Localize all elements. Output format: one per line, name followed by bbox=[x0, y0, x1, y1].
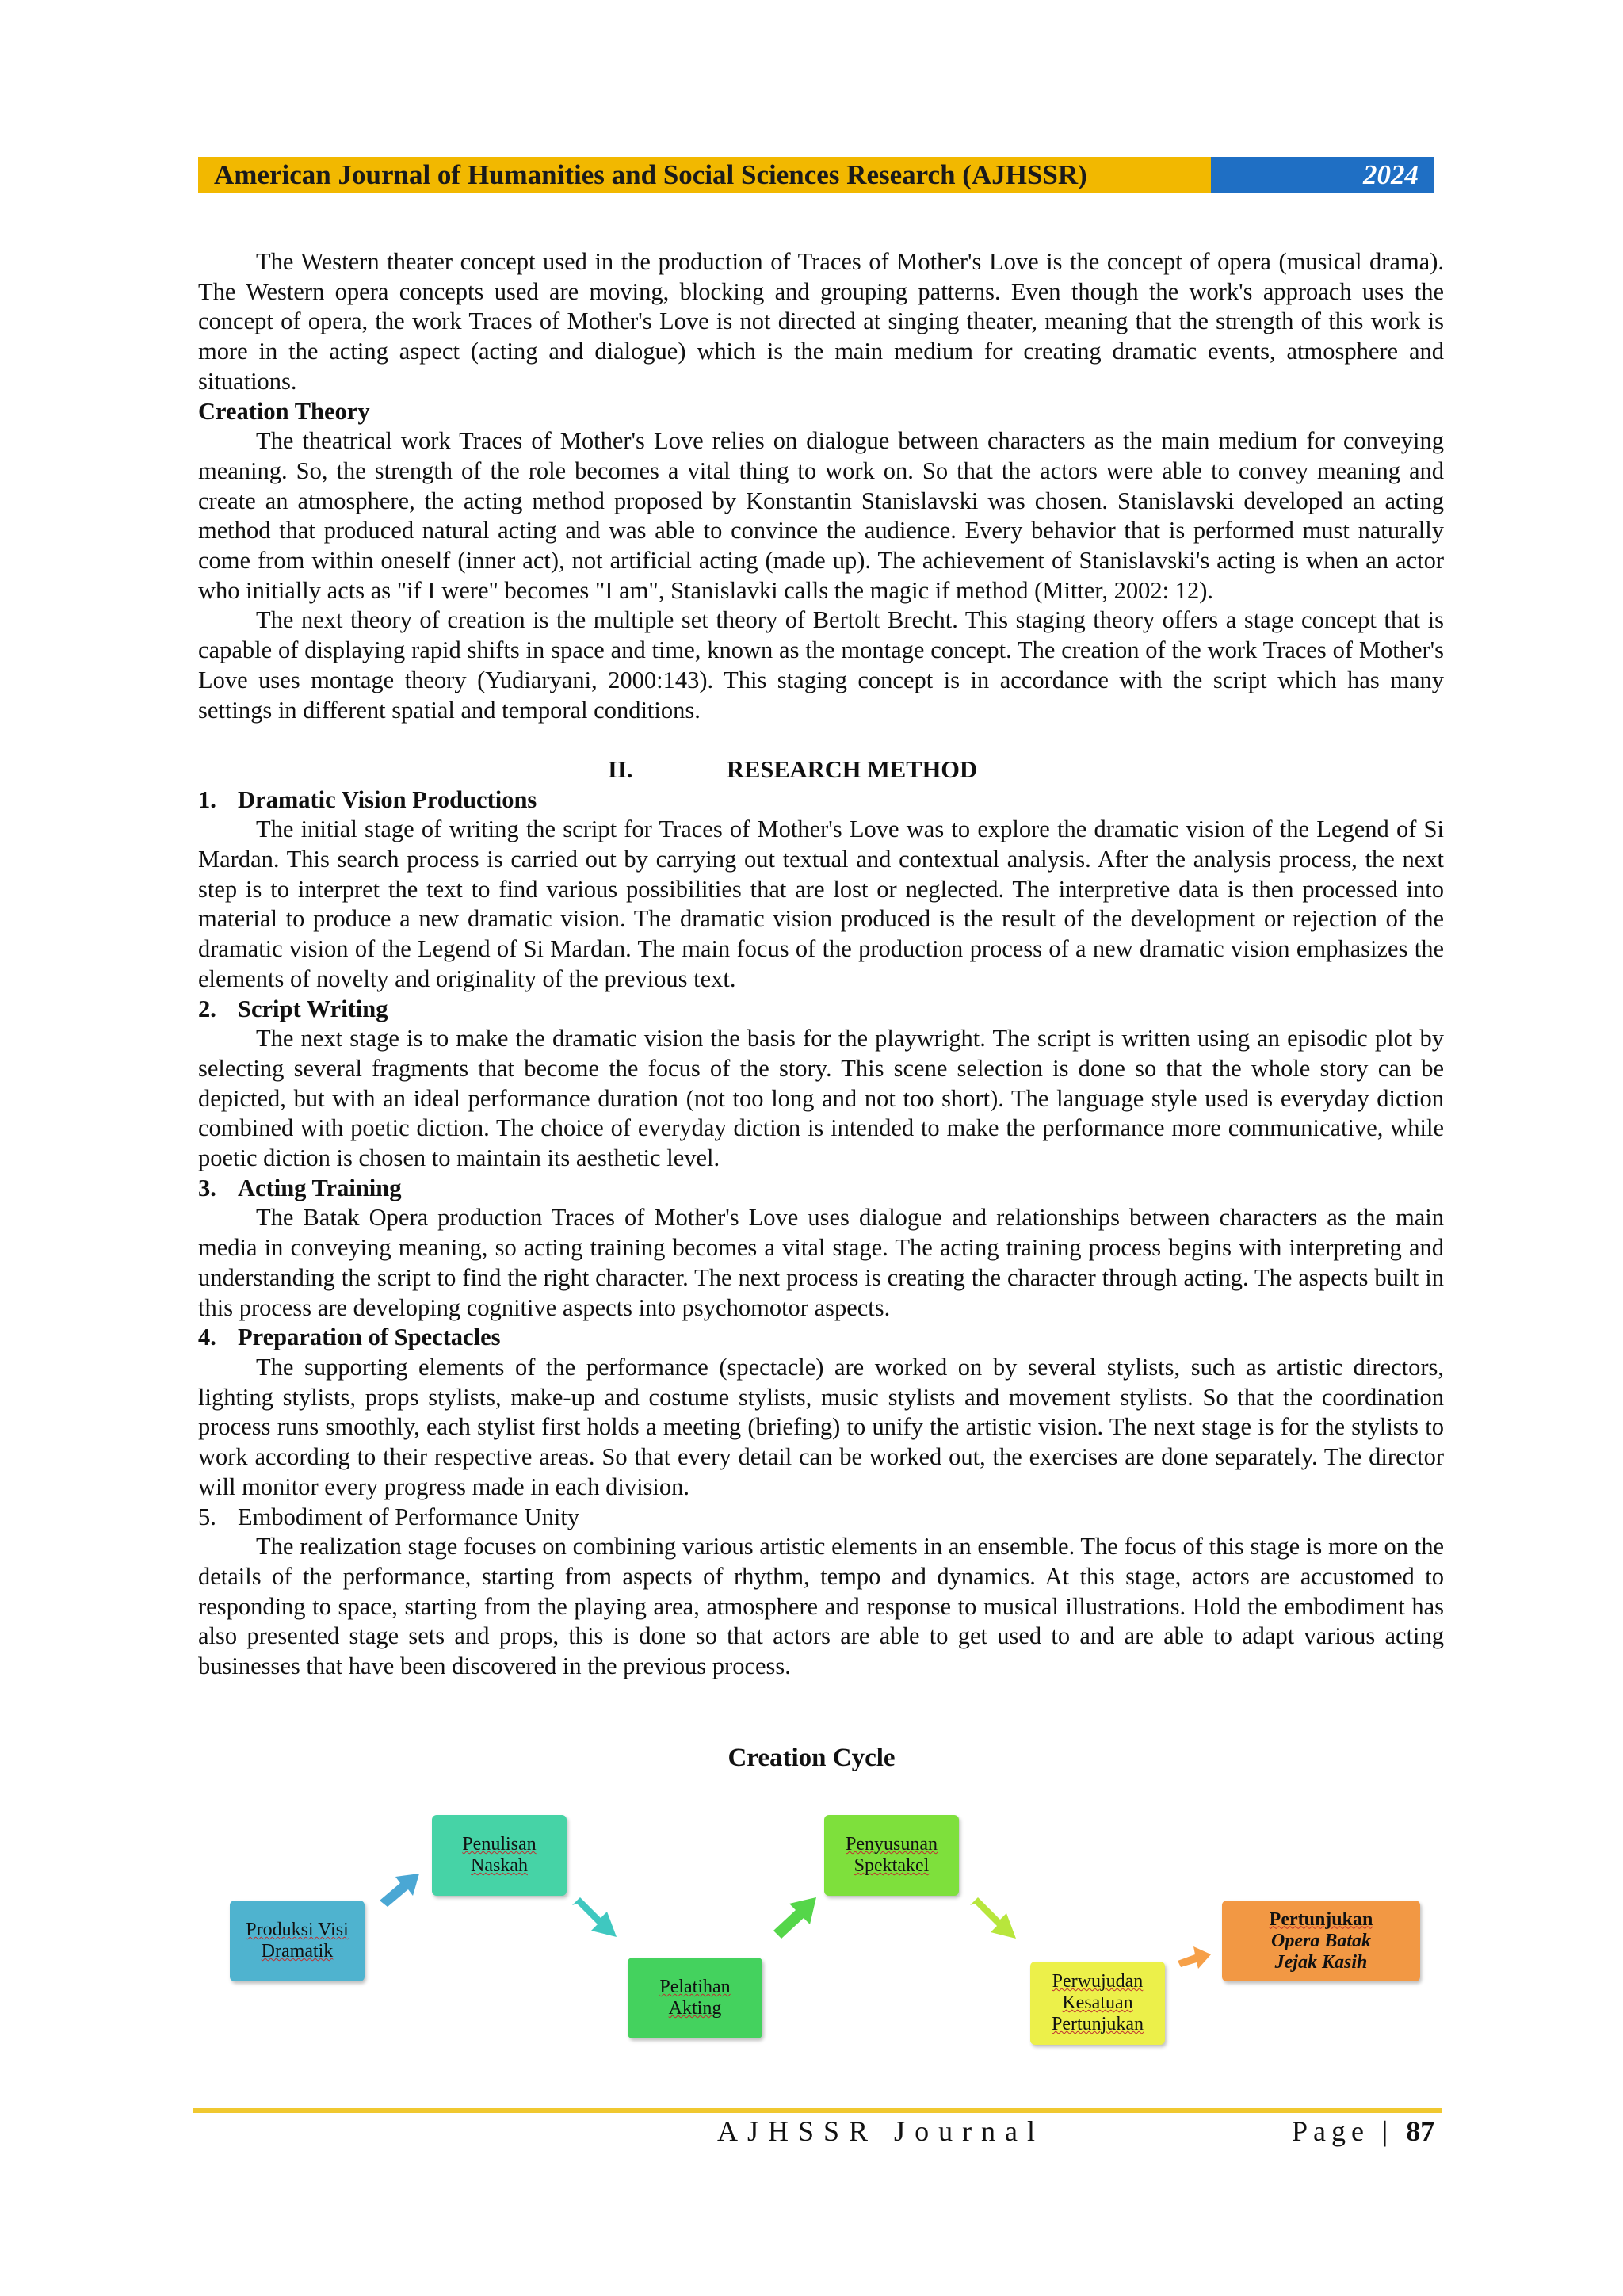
journal-header bbox=[198, 157, 1434, 193]
method-item-text: The initial stage of writing the script for Traces of Mother's Love was to explore the dramatic vision of the Legend of Si Mardan. This search process is carried out by carrying out textual and contextual analysis. After the analysis process, the next step is to interpret the text to find various possibilities that are lost or neglected. The interpretive data is then processed into material to produce a new dramatic vision. The dramatic vision produced is the result of the development or rejection of the dramatic vision of the Legend of Si Mardan. The main focus of the production process of a new dramatic vision emphasizes the elements of novelty and originality of the previous text. bbox=[198, 816, 1444, 992]
stage-box-perwujudan bbox=[1030, 1962, 1165, 2045]
method-item-heading bbox=[198, 1323, 1444, 1353]
stage-box-penyusunan-spektakel bbox=[824, 1815, 959, 1896]
stage-box-penulisan-naskah bbox=[432, 1815, 567, 1896]
item-number: 2. bbox=[198, 995, 216, 1022]
item-title: Acting Training bbox=[238, 1174, 402, 1201]
method-item-heading bbox=[198, 995, 1444, 1025]
item-title: Preparation of Spectacles bbox=[238, 1324, 501, 1351]
stage-label-line: Jejak Kasih bbox=[1274, 1951, 1368, 1973]
arrow-icon bbox=[967, 1894, 1022, 1943]
intro-paragraph: The Western theater concept used in the production of Traces of Mother's Love is the concept of opera (musical drama). The Western opera concepts used are moving, blocking and grouping patterns. Even though the work's approach uses the concept of opera, the work Traces of Mother's Love is not directed at singing theater, meaning that the strength of this work is more in the acting aspect (acting and dialogue) which is the main medium for creating dramatic events, atmosphere and situations. bbox=[198, 248, 1444, 395]
body-text bbox=[198, 247, 1444, 1682]
method-item-heading bbox=[198, 785, 1444, 816]
item-number: 5. bbox=[198, 1503, 216, 1530]
creation-theory-heading: Creation Theory bbox=[198, 397, 370, 425]
stage-label-line: Naskah bbox=[471, 1855, 528, 1876]
method-item-text: The next stage is to make the dramatic vision the basis for the playwright. The script is written using an episodic plot by selecting several fragments that become the focus of the story. This scene selection is done so that the whole story can be depicted, but with an ideal performance duration (not too long and not too short). The language style used is everyday diction combined with poetic diction. The choice of everyday diction is intended to make the performance more communicative, while poetic diction is chosen to maintain its aesthetic level. bbox=[198, 1025, 1444, 1172]
creation-theory-paragraph: The next theory of creation is the multiple set theory of Bertolt Brecht. This staging theory offers a stage concept that is capable of displaying rapid shifts in space and time, known as the montage concept. The creation of the work Traces of Mother's Love uses montage theory (Yudiaryani, 2000:143). This staging concept is in accordance with the script which has many settings in different spatial and temporal conditions. bbox=[198, 606, 1444, 724]
arrow-icon bbox=[376, 1867, 424, 1907]
stage-label-line: Perwujudan bbox=[1052, 1971, 1144, 1992]
method-item-text: The Batak Opera production Traces of Mother's Love uses dialogue and relationships between characters as the main media in conveying meaning, so acting training becomes a vital stage. The acting training process begins with interpreting and understanding the script to find the right character. The next process is creating the character through acting. The aspects built in this process are developing cognitive aspects into psychomotor aspects. bbox=[198, 1204, 1444, 1321]
creation-theory-paragraph: The theatrical work Traces of Mother's Love relies on dialogue between characters as the main medium for conveying meaning. So, the strength of the role becomes a vital thing to work on. So that the actors were able to convey meaning and create an atmosphere, the acting method proposed by Konstantin Stanislavski was chosen. Stanislavski developed an acting method that produced natural acting and was able to convince the audience. Every behavior that is performed must naturally come from within oneself (inner act), not artificial acting (made up). The achievement of Stanislavski's acting is when an actor who initially acts as "if I were" becomes "I am", Stanislavki calls the magic if method (Mitter, 2002: 12). bbox=[198, 427, 1444, 604]
item-number: 1. bbox=[198, 785, 216, 813]
item-title: Dramatic Vision Productions bbox=[238, 785, 537, 813]
section-heading bbox=[198, 755, 1444, 785]
method-item-text: The realization stage focuses on combining various artistic elements in an ensemble. The focus of this stage is more on the details of the performance, starting from aspects of rhythm, tempo and dynamics. At this stage, actors are accustomed to responding to space, starting from the playing area, atmosphere and response to musical illustrations. Hold the embodiment has also presented stage sets and props, this is done so that actors are able to get used to and are able to adapt various acting businesses that have been discovered in the previous process. bbox=[198, 1533, 1444, 1680]
stage-label-line: Spektakel bbox=[854, 1855, 930, 1876]
stage-box-produksi-visi bbox=[230, 1901, 365, 1981]
stage-label-line: Opera Batak bbox=[1271, 1930, 1371, 1951]
stage-box-pertunjukan bbox=[1222, 1901, 1420, 1981]
stage-label-line: Pertunjukan bbox=[1269, 1908, 1373, 1930]
section-number: II. bbox=[608, 755, 633, 783]
stage-label-line: Penyusunan bbox=[846, 1834, 938, 1855]
item-number: 4. bbox=[198, 1324, 216, 1351]
stage-label-line: Pelatihan bbox=[659, 1977, 731, 1997]
item-number: 3. bbox=[198, 1174, 216, 1201]
method-item-heading bbox=[198, 1174, 1444, 1204]
stage-label-line: Kesatuan bbox=[1062, 1992, 1133, 2013]
section-title: RESEARCH METHOD bbox=[727, 755, 978, 783]
creation-cycle-diagram bbox=[214, 1799, 1434, 2061]
journal-year: 2024 bbox=[1211, 157, 1434, 193]
page-number: 87 bbox=[1406, 2115, 1435, 2147]
arrow-icon bbox=[569, 1894, 624, 1942]
figure-title: Creation Cycle bbox=[727, 1744, 896, 1772]
stage-label-line: Produksi Visi bbox=[246, 1920, 349, 1940]
journal-title: American Journal of Humanities and Social Sciences Research (AJHSSR) bbox=[198, 157, 1211, 193]
method-item-text: The supporting elements of the performance (spectacle) are worked on by several stylists, such as artistic directors, lighting stylists, props stylists, make-up and costume stylists, music stylists and movement stylists. So that the coordination process runs smoothly, each stylist first holds a meeting (briefing) to unify the artistic vision. The next stage is for the stylists to work according to their respective areas. So that every detail can be worked out, the exercises are done separately. The director will monitor every progress made in each division. bbox=[198, 1354, 1444, 1500]
page-label: Page | bbox=[1292, 2115, 1394, 2147]
stage-label-line: Pertunjukan bbox=[1052, 2014, 1144, 2034]
stage-label-line: Dramatik bbox=[261, 1941, 334, 1962]
stage-box-pelatihan-akting bbox=[628, 1958, 762, 2038]
arrow-icon bbox=[1176, 1940, 1212, 1972]
item-title: Script Writing bbox=[238, 995, 388, 1022]
item-title: Embodiment of Performance Unity bbox=[238, 1503, 580, 1530]
footer-rule bbox=[193, 2108, 1442, 2113]
stage-label-line: Penulisan bbox=[462, 1834, 537, 1855]
footer-page bbox=[1292, 2115, 1434, 2148]
arrow-icon bbox=[769, 1893, 821, 1940]
method-item-heading bbox=[198, 1503, 1444, 1533]
stage-label-line: Akting bbox=[668, 1998, 722, 2019]
footer-journal: AJHSSR Journal bbox=[717, 2115, 1045, 2147]
